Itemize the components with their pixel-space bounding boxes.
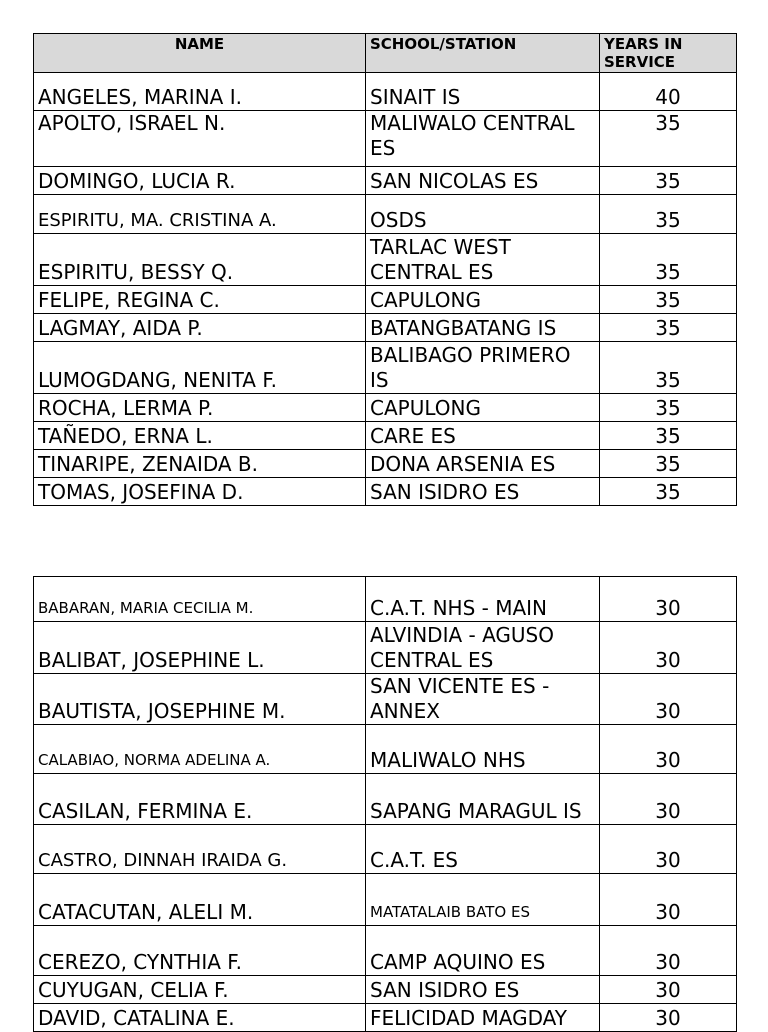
table-row	[34, 1004, 737, 1032]
school-cell: TARLAC WEST CENTRAL ES	[366, 234, 600, 286]
table-row	[34, 167, 737, 195]
name-cell: TOMAS, JOSEFINA D.	[34, 478, 366, 506]
years-cell: 35	[600, 342, 737, 394]
school-cell: MALIWALO NHS	[366, 725, 600, 774]
name-cell: CUYUGAN, CELIA F.	[34, 976, 366, 1004]
column-header-years-in-service: YEARS IN SERVICE	[600, 34, 737, 73]
years-cell: 30	[600, 774, 737, 825]
school-cell: SAPANG MARAGUL IS	[366, 774, 600, 825]
years-cell: 30	[600, 976, 737, 1004]
school-cell: SAN ISIDRO ES	[366, 976, 600, 1004]
name-cell: APOLTO, ISRAEL N.	[34, 111, 366, 167]
table-row	[34, 577, 737, 622]
years-cell: 35	[600, 234, 737, 286]
name-cell: FELIPE, REGINA C.	[34, 286, 366, 314]
school-cell: MATATALAIB BATO ES	[366, 874, 600, 926]
years-cell: 35	[600, 314, 737, 342]
school-cell: CAMP AQUINO ES	[366, 926, 600, 976]
school-cell: CARE ES	[366, 422, 600, 450]
name-cell: ESPIRITU, MA. CRISTINA A.	[34, 195, 366, 234]
school-cell: SAN ISIDRO ES	[366, 478, 600, 506]
table-row	[34, 478, 737, 506]
name-cell: DAVID, CATALINA E.	[34, 1004, 366, 1032]
table-row	[34, 674, 737, 725]
years-cell: 35	[600, 286, 737, 314]
table-header-row	[34, 34, 737, 73]
name-cell: TAÑEDO, ERNA L.	[34, 422, 366, 450]
service-awardees-table-40-35-years	[33, 33, 737, 506]
school-cell: SAN VICENTE ES - ANNEX	[366, 674, 600, 725]
school-cell: BATANGBATANG IS	[366, 314, 600, 342]
years-cell: 30	[600, 725, 737, 774]
name-cell: BAUTISTA, JOSEPHINE M.	[34, 674, 366, 725]
years-cell: 30	[600, 1004, 737, 1032]
name-cell: LAGMAY, AIDA P.	[34, 314, 366, 342]
school-cell: MALIWALO CENTRAL ES	[366, 111, 600, 167]
column-header-school-station: SCHOOL/STATION	[366, 34, 600, 73]
table-row	[34, 234, 737, 286]
school-cell: FELICIDAD MAGDAY	[366, 1004, 600, 1032]
school-cell: ALVINDIA - AGUSO CENTRAL ES	[366, 622, 600, 674]
years-cell: 40	[600, 73, 737, 111]
years-cell: 35	[600, 422, 737, 450]
table-row	[34, 725, 737, 774]
school-cell: SAN NICOLAS ES	[366, 167, 600, 195]
years-cell: 35	[600, 478, 737, 506]
name-cell: CALABIAO, NORMA ADELINA A.	[34, 725, 366, 774]
table-row	[34, 286, 737, 314]
table-row	[34, 111, 737, 167]
service-awardees-table-30-years	[33, 576, 737, 1032]
years-cell: 35	[600, 394, 737, 422]
table-row	[34, 342, 737, 394]
name-cell: TINARIPE, ZENAIDA B.	[34, 450, 366, 478]
table-row	[34, 422, 737, 450]
table-row	[34, 874, 737, 926]
table-row	[34, 825, 737, 874]
school-cell: CAPULONG	[366, 286, 600, 314]
table-row	[34, 73, 737, 111]
years-cell: 35	[600, 167, 737, 195]
years-cell: 30	[600, 874, 737, 926]
column-header-name: NAME	[34, 34, 366, 73]
table-row	[34, 450, 737, 478]
name-cell: CATACUTAN, ALELI M.	[34, 874, 366, 926]
table-row	[34, 195, 737, 234]
table-row	[34, 774, 737, 825]
years-cell: 30	[600, 825, 737, 874]
school-cell: SINAIT IS	[366, 73, 600, 111]
name-cell: CASTRO, DINNAH IRAIDA G.	[34, 825, 366, 874]
years-cell: 30	[600, 674, 737, 725]
table-row	[34, 976, 737, 1004]
name-cell: DOMINGO, LUCIA R.	[34, 167, 366, 195]
years-cell: 30	[600, 577, 737, 622]
name-cell: ROCHA, LERMA P.	[34, 394, 366, 422]
name-cell: BALIBAT, JOSEPHINE L.	[34, 622, 366, 674]
name-cell: CASILAN, FERMINA E.	[34, 774, 366, 825]
school-cell: BALIBAGO PRIMERO IS	[366, 342, 600, 394]
table-row	[34, 622, 737, 674]
years-cell: 35	[600, 195, 737, 234]
name-cell: BABARAN, MARIA CECILIA M.	[34, 577, 366, 622]
table-row	[34, 394, 737, 422]
school-cell: C.A.T. ES	[366, 825, 600, 874]
school-cell: CAPULONG	[366, 394, 600, 422]
school-cell: DONA ARSENIA ES	[366, 450, 600, 478]
years-cell: 30	[600, 926, 737, 976]
name-cell: LUMOGDANG, NENITA F.	[34, 342, 366, 394]
school-cell: OSDS	[366, 195, 600, 234]
name-cell: ANGELES, MARINA I.	[34, 73, 366, 111]
name-cell: ESPIRITU, BESSY Q.	[34, 234, 366, 286]
school-cell: C.A.T. NHS - MAIN	[366, 577, 600, 622]
years-cell: 35	[600, 450, 737, 478]
table-row	[34, 314, 737, 342]
years-cell: 35	[600, 111, 737, 167]
table-row	[34, 926, 737, 976]
years-cell: 30	[600, 622, 737, 674]
name-cell: CEREZO, CYNTHIA F.	[34, 926, 366, 976]
